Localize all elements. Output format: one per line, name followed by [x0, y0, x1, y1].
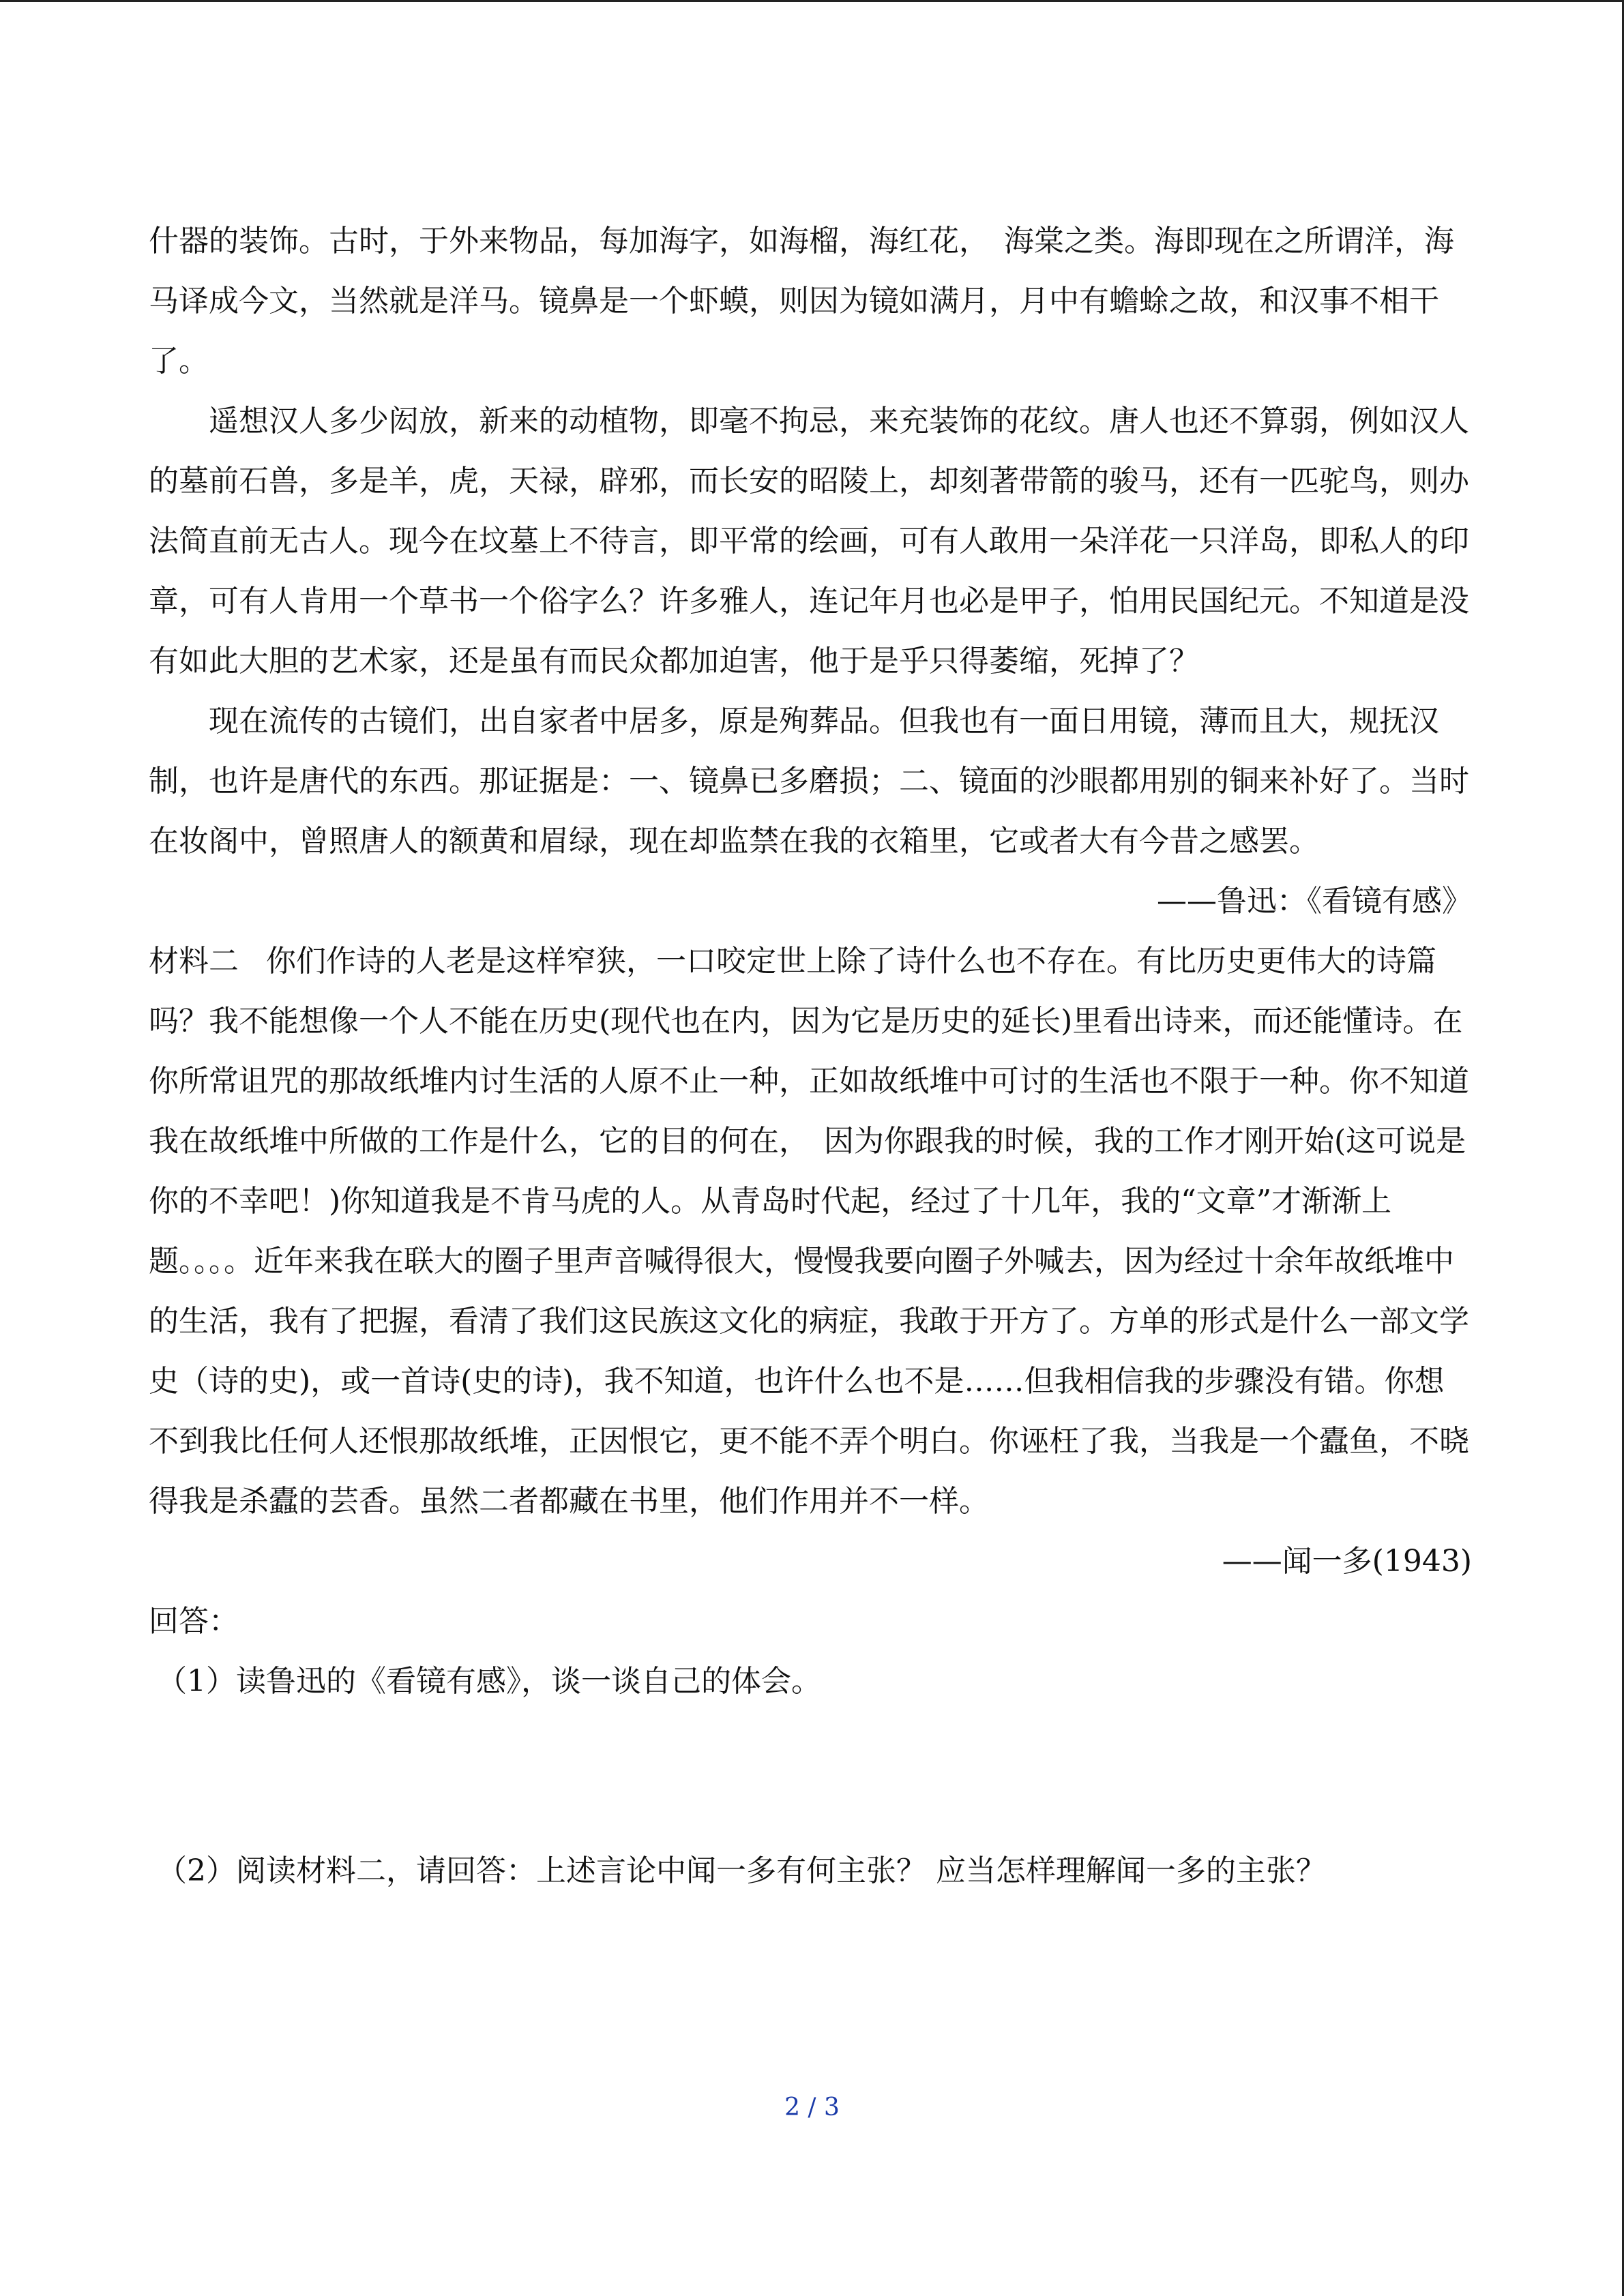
question-1: （1）读鲁迅的《看镜有感》，谈一谈自己的体会。	[157, 1664, 821, 1699]
page-content	[149, 211, 1472, 1901]
material2-paragraph	[149, 931, 1472, 1532]
page-number: 2 / 3	[784, 2093, 840, 2121]
material1-paragraph-2: 遥想汉人多少闳放，新来的动植物，即毫不拘忌，来充装饰的花纹。唐人也还不算弱，例如汉人的墓前石兽，多是羊，虎，天禄，辟邪，而长安的昭陵上，却刻著带箭的骏马，还有一匹驼鸟，则办法简直前无古人。现今在坟墓上不待言，即平常的绘画，可有人敢用一朵洋花一只洋岛，即私人的印章，可有人肯用一个草书一个俗字么？许多雅人，连记年月也必是甲子，怕用民国纪元。不知道是没有如此大胆的艺术家，还是虽有而民众都加迫害，他于是乎只得萎缩，死掉了？	[149, 404, 1469, 679]
answer-label: 回答：	[149, 1604, 239, 1639]
material2-attribution: ——闻一多(1943)	[1222, 1544, 1472, 1579]
material1-paragraph-3: 现在流传的古镜们，出自家者中居多，原是殉葬品。但我也有一面日用镜，薄而且大，规抚汉制，也许是唐代的东西。那证据是：一、镜鼻已多磨损；二、镜面的沙眼都用别的铜来补好了。当时在妆阁中，曾照唐人的额黄和眉绿，现在却监禁在我的衣箱里，它或者大有今昔之感罢。	[149, 704, 1469, 859]
material2-text: 你们作诗的人老是这样窄狭，一口咬定世上除了诗什么也不存在。有比历史更伟大的诗篇吗？我不能想像一个人不能在历史(现代也在内，因为它是历史的延长)里看出诗来，而还能懂诗。在你所常诅咒的那故纸堆内讨生活的人原不止一种，正如故纸堆中可讨的生活也不限于一种。你不知道我在故纸堆中所做的工作是什么，它的目的何在， 因为你跟我的时候，我的工作才刚开始(这可说是你的不幸吧！)你知道我是不肯马虎的人。从青岛时代起，经过了十几年，我的“文章”才渐渐上题。。。。近年来我在联大的圈子里声音喊得很大，慢慢我要向圈子外喊去，因为经过十余年故纸堆中的生活，我有了把握，看清了我们这民族这文化的病症，我敢于开方了。方单的形式是什么一部文学史（诗的史)，或一首诗(史的诗)，我不知道，也许什么也不是……但我相信我的步骤没有错。你想不到我比任何人还恨那故纸堆，正因恨它，更不能不弄个明白。你诬枉了我，当我是一个蠹鱼，不晓得我是杀蠹的芸香。虽然二者都藏在书里，他们作用并不一样。	[149, 944, 1469, 1519]
material2-label: 材料二	[149, 944, 239, 979]
material1-attribution: ——鲁迅：《看镜有感》	[1157, 884, 1472, 919]
answer-space	[149, 1712, 1472, 1841]
question-2: （2）阅读材料二，请回答：上述言论中闻一多有何主张？ 应当怎样理解闻一多的主张？	[157, 1853, 1326, 1888]
material1-continuation: 什器的装饰。古时，于外来物品，每加海字，如海榴，海红花， 海棠之类。海即现在之所谓洋，海马译成今文，当然就是洋马。镜鼻是一个虾蟆，则因为镜如满月，月中有蟾蜍之故，和汉事不相干了。	[149, 224, 1454, 378]
top-border	[0, 0, 1624, 2]
